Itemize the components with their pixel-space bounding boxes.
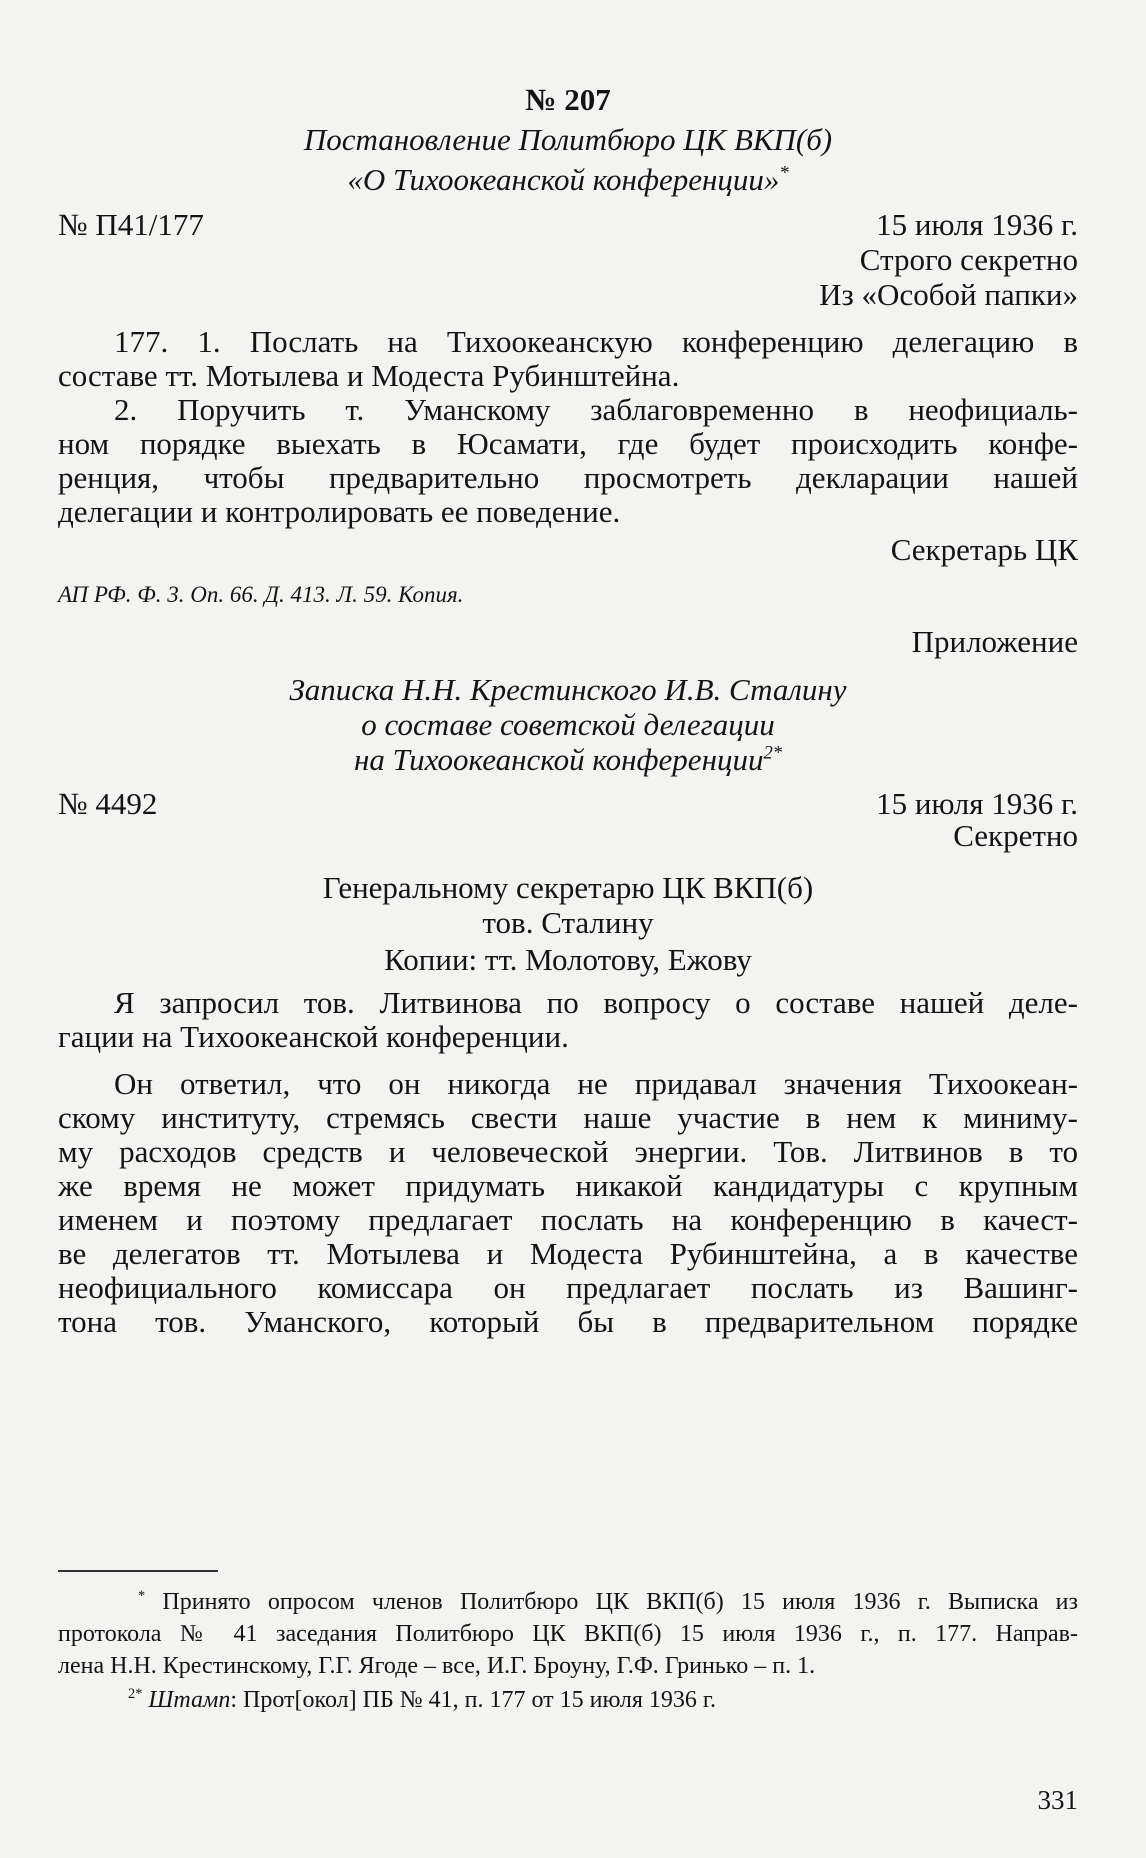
addressee-copies: Копии: тт. Молотову, Ежову — [384, 942, 752, 977]
archive-source: АП РФ. Ф. 3. Оп. 66. Д. 413. Л. 59. Копия. — [58, 582, 464, 607]
body2-line: му расходов средств и человеческой энергии. Тов. Литвинов в то — [58, 1134, 1078, 1169]
page-number: 331 — [1037, 1785, 1078, 1815]
appendix-label: Приложение — [911, 624, 1078, 659]
body2-line: скому институту, стремясь свести наше участие в нем к миниму- — [58, 1100, 1078, 1135]
document-page — [58, 0, 1078, 1858]
title2-line1: Записка Н.Н. Крестинского И.В. Сталину — [289, 672, 847, 707]
body1-line: 177. 1. Послать на Тихоокеанскую конференцию делегацию в — [114, 324, 1078, 359]
document-number: № 207 — [525, 82, 611, 117]
header1-row — [58, 205, 1078, 245]
header1-classification2: Из «Особой папки» — [819, 277, 1078, 312]
title2-line2: о составе советской делегации — [361, 707, 775, 742]
header1-classification1: Строго секретно — [859, 242, 1078, 277]
body2-line: именем и поэтому предлагает послать на конференцию в качест- — [58, 1202, 1078, 1237]
body1-line: 2. Поручить т. Уманскому заблаговременно в неофициаль- — [114, 392, 1078, 427]
body2-line: тона тов. Уманского, который бы в предварительном порядке — [58, 1304, 1078, 1339]
body2-line: ве делегатов тт. Мотылева и Модеста Рубинштейна, а в качестве — [58, 1236, 1078, 1271]
body2-line: же время не может придумать никакой кандидатуры с крупным — [58, 1168, 1078, 1203]
header1-number: № П41/177 — [58, 207, 204, 242]
footnote-1-line: лена Н.Н. Крестинскому, Г.Г. Ягоде – все, И.Г. Броуну, Г.Ф. Гринько – п. 1. — [58, 1653, 816, 1679]
body2-line: Я запросил тов. Литвинова по вопросу о составе нашей деле- — [114, 985, 1078, 1020]
footnote-ref-1: * — [779, 162, 789, 184]
body2-line: Он ответил, что он никогда не придавал значения Тихоокеан- — [114, 1066, 1078, 1101]
header2-number: № 4492 — [58, 786, 158, 821]
header1-date: 15 июля 1936 г. — [876, 207, 1078, 242]
body2-line: гации на Тихоокеанской конференции. — [58, 1019, 569, 1054]
title1-line1: Постановление Политбюро ЦК ВКП(б) — [303, 122, 833, 157]
footnote-ref-2: 2* — [763, 742, 783, 764]
title1-line2: «О Тихоокеанской конференции»* — [347, 162, 789, 197]
title2-line3: на Тихоокеанской конференции$^{2*}$ — [353, 742, 783, 777]
addressee-line2: тов. Сталину — [482, 905, 654, 940]
signature1: Секретарь ЦК — [890, 532, 1078, 567]
footnote-1-line: * Принято опросом членов Политбюро ЦК ВКП(б) 15 июля 1936 г. Выписка из — [138, 1588, 1078, 1615]
body2-line: неофициального комиссара он предлагает послать из Вашинг- — [58, 1270, 1078, 1305]
body1-line: составе тт. Мотылева и Модеста Рубинштейна. — [58, 358, 680, 393]
body1-line: делегации и контролировать ее поведение. — [58, 494, 621, 529]
header2-classification: Секретно — [953, 818, 1078, 853]
footnote-divider — [58, 1570, 218, 1572]
body1-line: ном порядке выехать в Юсамати, где будет происходить конфе- — [58, 426, 1078, 461]
addressee-line1: Генеральному секретарю ЦК ВКП(б) — [322, 870, 814, 905]
footnote-2: $^{2*}$ Штамп: Прот[окол] ПБ № 41, п. 177 от 15 июля 1936 г. — [128, 1686, 716, 1713]
footnote-1-line: протокола № 41 заседания Политбюро ЦК ВКП(б) 15 июля 1936 г., п. 177. Направ- — [58, 1621, 1078, 1647]
body1-line: ренция, чтобы предварительно просмотреть декларации нашей — [58, 460, 1078, 495]
header2-date: 15 июля 1936 г. — [876, 786, 1078, 821]
